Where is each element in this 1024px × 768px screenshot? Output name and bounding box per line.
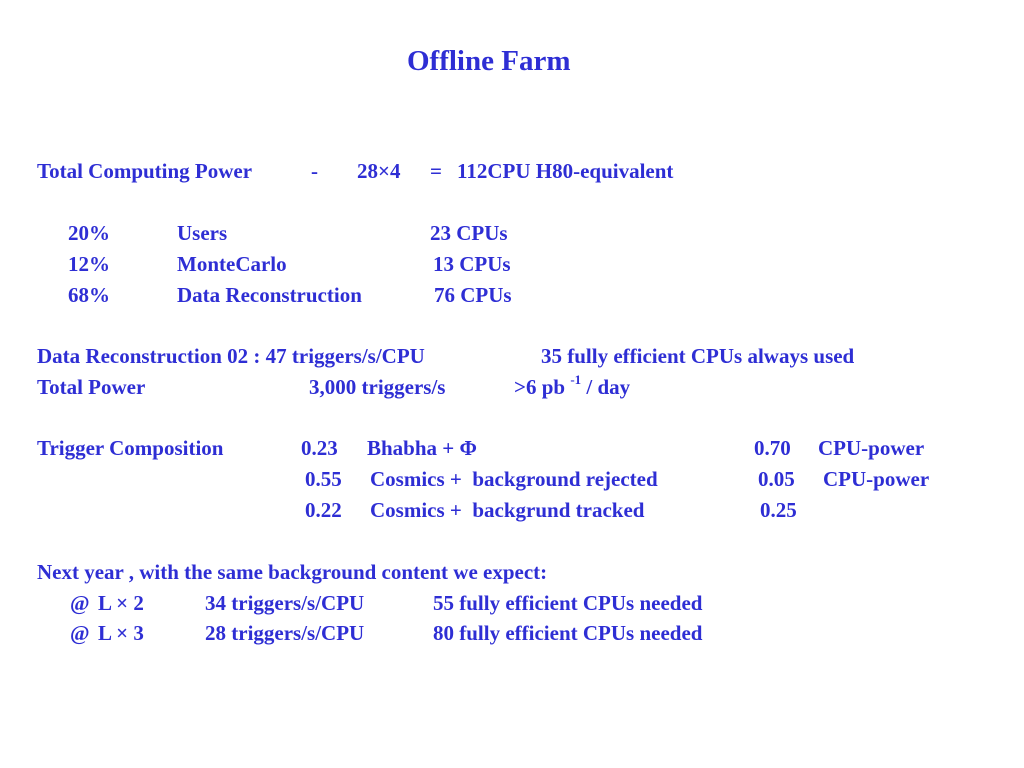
next-year-rate: 34 triggers/s/CPU	[205, 591, 365, 615]
trigger-description: Cosmics + backgrund tracked	[370, 498, 645, 522]
allocation-percent: 68%	[68, 283, 110, 307]
allocation-cpus: 23 CPUs	[430, 221, 508, 245]
luminosity-exponent: -1	[570, 372, 582, 387]
luminosity-value: >6 pb	[514, 375, 566, 399]
total-power-rate: 3,000 triggers/s	[309, 375, 446, 399]
trigger-fraction: 0.22	[305, 498, 342, 522]
trigger-description: Bhabha + Φ	[367, 436, 477, 460]
next-year-at: @	[70, 591, 90, 615]
total-power-label: Total Power	[37, 375, 146, 399]
next-year-need: 80 fully efficient CPUs needed	[433, 621, 703, 645]
allocation-cpus: 13 CPUs	[433, 252, 511, 276]
total-computing-power-result: 112CPU H80-equivalent	[457, 159, 674, 183]
trigger-cpu-fraction: 0.05	[758, 467, 795, 491]
next-year-intro: Next year , with the same background content we expect:	[37, 560, 548, 584]
luminosity-unit: / day	[581, 375, 631, 399]
trigger-fraction: 0.23	[301, 436, 338, 460]
trigger-cpu-fraction: 0.25	[760, 498, 797, 522]
next-year-luminosity: L × 2	[98, 591, 144, 615]
allocation-name: Data Reconstruction	[177, 283, 362, 307]
total-computing-power-equals: =	[430, 159, 442, 183]
trigger-cpu-label: CPU-power	[818, 436, 925, 460]
reconstruction-note: 35 fully efficient CPUs always used	[541, 344, 855, 368]
trigger-cpu-label: CPU-power	[823, 467, 930, 491]
next-year-luminosity: L × 3	[98, 621, 144, 645]
allocation-percent: 12%	[68, 252, 110, 276]
allocation-name: MonteCarlo	[177, 252, 287, 276]
reconstruction-label: Data Reconstruction 02 : 47 triggers/s/CPU	[37, 344, 425, 368]
slide-title: Offline Farm	[407, 45, 571, 77]
allocation-percent: 20%	[68, 221, 110, 245]
trigger-cpu-fraction: 0.70	[754, 436, 791, 460]
trigger-description: Cosmics + background rejected	[370, 467, 658, 491]
trigger-fraction: 0.55	[305, 467, 342, 491]
next-year-need: 55 fully efficient CPUs needed	[433, 591, 703, 615]
next-year-rate: 28 triggers/s/CPU	[205, 621, 365, 645]
total-power-luminosity	[514, 372, 631, 399]
total-computing-power-dash: -	[311, 159, 318, 183]
total-computing-power-label: Total Computing Power	[37, 159, 253, 183]
allocation-name: Users	[177, 221, 228, 245]
allocation-cpus: 76 CPUs	[434, 283, 512, 307]
total-computing-power-product: 28×4	[357, 159, 401, 183]
next-year-at: @	[70, 621, 90, 645]
trigger-composition-label: Trigger Composition	[37, 436, 224, 460]
